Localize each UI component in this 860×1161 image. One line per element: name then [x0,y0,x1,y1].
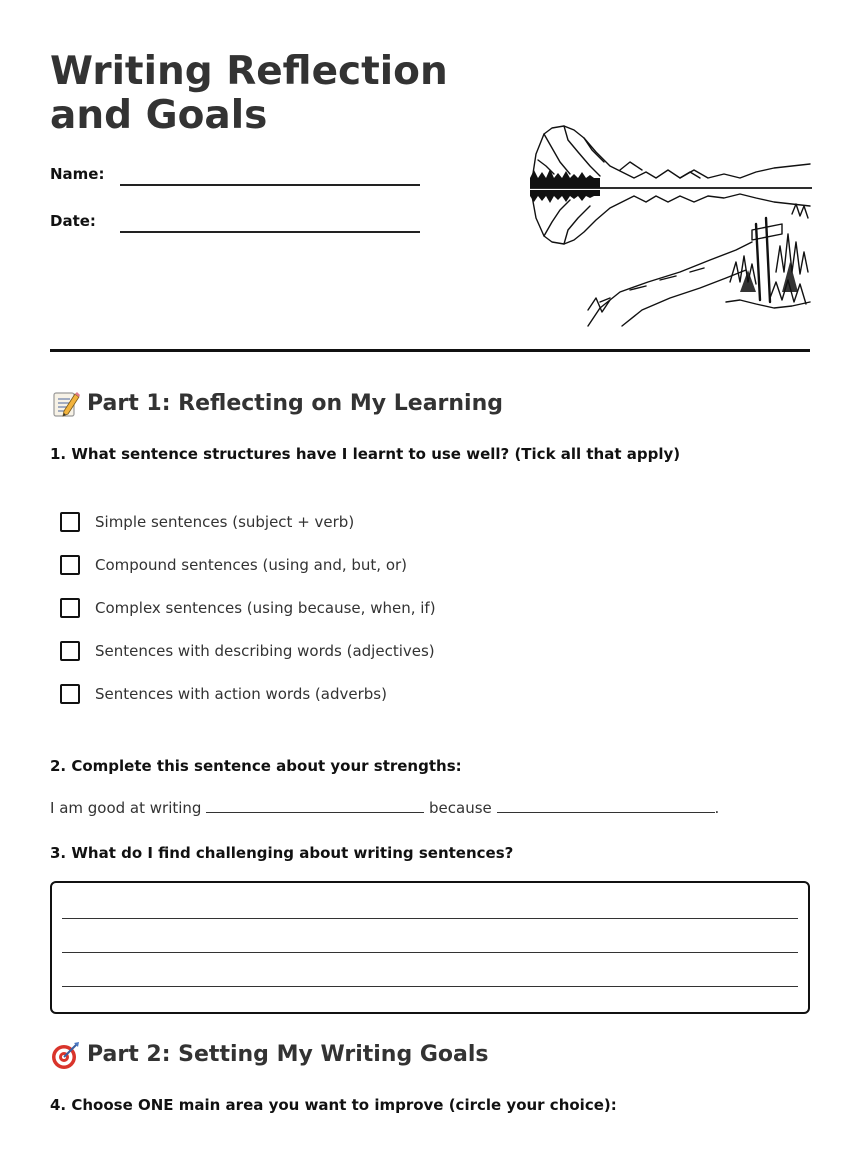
part2-heading [50,1038,489,1072]
checkbox-label: Complex sentences (using because, when, if) [95,599,436,617]
strength-blank[interactable] [206,798,424,813]
part1-heading [50,387,503,421]
checkbox-option-2[interactable] [60,553,407,577]
sentence-middle: because [429,799,492,817]
checkbox-label: Sentences with action words (adverbs) [95,685,387,703]
lake-landscape-illustration [530,122,812,330]
answer-line [62,986,798,987]
name-label: Name: [50,165,105,183]
checkbox[interactable] [60,555,80,575]
sentence-prefix: I am good at writing [50,799,202,817]
checkbox-option-4[interactable] [60,639,435,663]
checkbox-label: Sentences with describing words (adjectives) [95,642,435,660]
question-4: 4. Choose ONE main area you want to improve (circle your choice): [50,1096,617,1114]
header-divider [50,349,810,352]
checkbox[interactable] [60,512,80,532]
challenges-answer-box[interactable] [50,881,810,1014]
worksheet-page [50,0,810,1161]
checkbox[interactable] [60,684,80,704]
checkbox-label: Simple sentences (subject + verb) [95,513,355,531]
question-1: 1. What sentence structures have I learnt to use well? (Tick all that apply) [50,445,681,463]
sentence-suffix: . [714,799,720,817]
memo-icon [50,389,80,419]
question-2: 2. Complete this sentence about your strengths: [50,757,462,775]
checkbox-option-5[interactable] [60,682,387,706]
dart-target-icon [50,1040,80,1070]
name-field [50,165,430,189]
checkbox-option-1[interactable] [60,510,354,534]
question-3: 3. What do I find challenging about writing sentences? [50,844,514,862]
worksheet-title: Writing Reflection and Goals [50,49,448,138]
checkbox[interactable] [60,598,80,618]
part1-heading-text: Part 1: Reflecting on My Learning [87,391,504,416]
reason-blank[interactable] [497,798,715,813]
checkbox[interactable] [60,641,80,661]
part2-heading-text: Part 2: Setting My Writing Goals [87,1042,489,1067]
answer-line [62,952,798,953]
strengths-sentence [50,797,719,819]
checkbox-option-3[interactable] [60,596,436,620]
date-label: Date: [50,212,96,230]
checkbox-label: Compound sentences (using and, but, or) [95,556,408,574]
date-field [50,212,430,236]
answer-line [62,918,798,919]
name-write-line[interactable] [120,184,420,186]
date-write-line[interactable] [120,231,420,233]
